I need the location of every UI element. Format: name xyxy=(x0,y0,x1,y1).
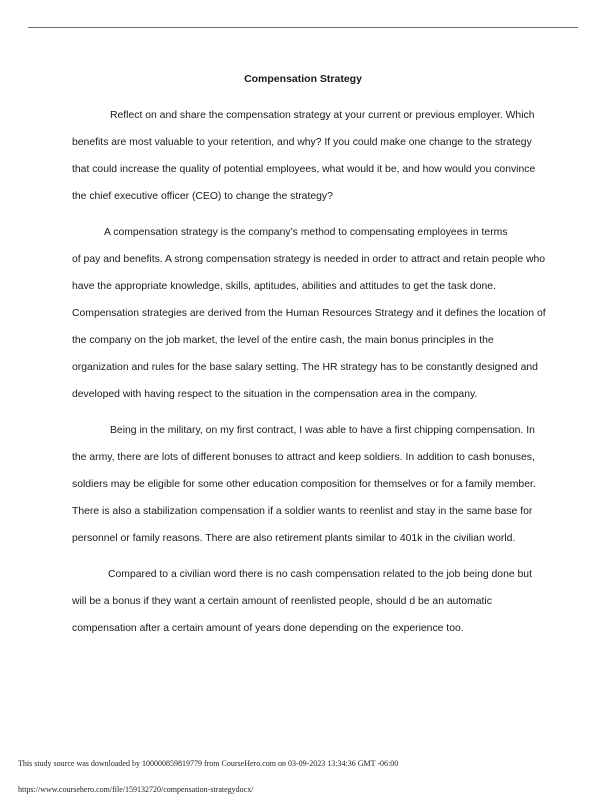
text-line: benefits are most valuable to your retention, and why? If you could make one change to the strategy xyxy=(72,137,532,148)
text-line: developed with having respect to the situation in the compensation area in the company. xyxy=(72,389,478,400)
text-line: of pay and benefits. A strong compensation strategy is needed in order to attract and retain people who xyxy=(72,254,546,265)
source-url[interactable]: https://www.coursehero.com/file/159132720/compensation-strategydocx/ xyxy=(18,785,254,794)
text-line: soldiers may be eligible for some other education composition for themselves or for a family member. xyxy=(72,479,536,490)
text-line: personnel or family reasons. There are also retirement plants similar to 401k in the civilian world. xyxy=(72,533,516,544)
text-line: have the appropriate knowledge, skills, aptitudes, abilities and attitudes to get the task done. xyxy=(72,281,496,292)
text-line: the company on the job market, the level of the entire cash, the main bonus principles in the xyxy=(72,335,494,346)
text-line: There is also a stabilization compensation if a soldier wants to reenlist and stay in the same base for xyxy=(72,506,533,517)
text-line: the chief executive officer (CEO) to change the strategy? xyxy=(72,191,333,202)
text-line: Reflect on and share the compensation strategy at your current or previous employer. Which xyxy=(110,110,535,121)
text-line: A compensation strategy is the company’s method to compensating employees in terms xyxy=(104,227,508,238)
download-note: This study source was downloaded by 100000859819779 from CourseHero.com on 03-09-2023 13:34:36 GMT -06:00 xyxy=(18,759,399,768)
document-title: Compensation Strategy xyxy=(244,73,362,85)
text-line: that could increase the quality of potential employees, what would it be, and how would you convince xyxy=(72,164,536,175)
header-divider xyxy=(28,27,578,28)
text-line: the army, there are lots of different bonuses to attract and keep soldiers. In addition to cash bonuses, xyxy=(72,452,535,463)
text-line: Compensation strategies are derived from the Human Resources Strategy and it defines the location of xyxy=(72,308,546,319)
text-line: will be a bonus if they want a certain amount of reenlisted people, should d be an automatic xyxy=(72,596,492,607)
text-line: compensation after a certain amount of years done depending on the experience too. xyxy=(72,623,464,634)
text-line: Compared to a civilian word there is no cash compensation related to the job being done but xyxy=(108,569,532,580)
text-line: Being in the military, on my first contract, I was able to have a first chipping compensation. In xyxy=(110,425,535,436)
text-line: organization and rules for the base salary setting. The HR strategy has to be constantly designed and xyxy=(72,362,538,373)
